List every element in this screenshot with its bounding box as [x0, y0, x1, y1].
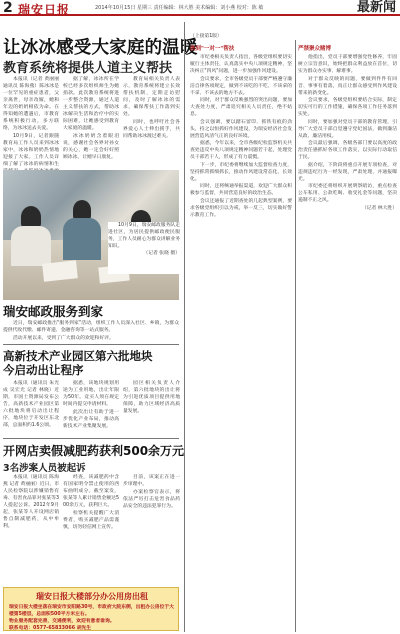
shop-subtitle: 3名涉案人员被起诉	[3, 463, 86, 474]
photo-caption-box	[108, 222, 180, 274]
paper-name: 瑞安日报	[18, 3, 71, 17]
paragraph: 同时，对于群众反映强烈的突出问题，要加大查处力度，严肃追究相关人员责任，绝不姑息。	[190, 98, 292, 117]
paragraph: 本报讯（通讯员 朱光成 吴宏光 记者 林晓）近期，市国土资源局发布公告，高新技术产业园区第六批地块将启动出让程序，地块位于开发区东北部，总面积约1.6公顷。	[3, 381, 59, 428]
paragraph: 据悉，今年以来，全市各级纪检监察机关共查处违反中央八项规定精神问题若干起，处理党员干部若干人，形成了有力震慑。	[190, 141, 292, 160]
project-subtitle: 今启动出让程序	[3, 363, 84, 377]
project-column-2	[63, 380, 119, 436]
ad-title: 瑞安日报大楼部分办公用房出租	[36, 592, 148, 601]
right-subhead-2: 严禁聚众赌博	[298, 46, 332, 52]
paragraph: 10月9日，记者跟随教育局工作人员来到冰冰家中，冰冰和奶奶热情地迎接了大家。工作人员详细了解了冰冰的病情和生	[3, 133, 59, 167]
byline: （记者 林大胜）	[361, 205, 397, 211]
paragraph: 会议还通报了近期查处的几起典型案例，要求各级党组织引以为戒，举一反三，切实做好警示教育工作。	[190, 198, 292, 218]
project-column-1	[3, 380, 59, 436]
paragraph: 园区相关负责人介绍，第六批地块的出让将为引进优质项目提供用地保障，助力区域经济高质量发展。	[123, 381, 180, 414]
shop-column-3	[123, 474, 180, 584]
paragraph: 市纪委还将组织开展明察暗访，重点检查公车私用、公款吃喝、收受礼金等问题，坚决遏制不正之风。	[298, 184, 397, 203]
paragraph: 同时，还将畅通举报渠道，欢迎广大群众积极参与监督，共同营造良好的政治生态。	[190, 184, 292, 196]
paragraph: 此次出让有助于进一步优化产业布局，推动高新技术产业集聚发展。	[63, 409, 119, 429]
photo-person-body	[11, 226, 51, 266]
right-column-a	[190, 54, 292, 630]
dateline: 2014年10月15日 星期三 责任编辑：林大胜 美术编辑：刘小燕 校对：陈 敏	[95, 5, 264, 11]
page-number: 2	[3, 0, 13, 16]
paragraph: 市纪委相关负责人指出，各级党组织要切实履行主体责任，认真落实中央八项规定精神，坚决纠正"四风"问题，进一步加强作风建设。	[190, 55, 292, 74]
paragraph: 目前，该案正在进一步审理中。	[123, 475, 180, 487]
rental-ad	[3, 587, 179, 631]
paragraph: 教育局相关负责人表示，教育系统将建立长效帮扶机制，定期走访慰问，及时了解冰冰的需求，确保帮扶工作落到实处。	[123, 77, 180, 117]
paragraph: 检察机关提醒广大消费者，购买减肥产品需谨慎，切勿轻信网上宣传。	[63, 510, 119, 530]
ad-line: 瑞安日报大楼坐落在瑞安市安阳路30号，市政府大院东侧，出租办公房位于大楼第5楼层，总面积500平方米左右。	[9, 605, 174, 617]
feature-title: 瑞安邮政服务到家	[3, 304, 104, 319]
shop-title: 开网店卖假减肥药获利500余万元	[3, 444, 185, 458]
paragraph: 经查，该减肥药中含有国家明令禁止使用的西布曲明成分。截至案发，张某等人累计销售金额达500余万元，获利巨大。	[63, 475, 119, 508]
ad-body	[9, 604, 175, 632]
photo-person-head	[73, 200, 91, 220]
paragraph: 据介绍，下阶段将重点开展专项检查，对违规违纪行为一经发现，严肃处理，并通报曝光。	[298, 162, 397, 182]
paragraph: 活动开展以来，受到了广大群众的欢迎和好评。	[13, 335, 114, 341]
paragraph: 对于群众反映的问题，要做到件件有回音、事事有着落，真正让群众感受到作风建设带来的新变化。	[298, 76, 397, 96]
divider	[3, 344, 179, 345]
shop-column-1	[3, 474, 59, 584]
paragraph: 会议要求，各级党组织要结合实际，制定切实可行的工作措施，确保各项工作任务落到实处。	[298, 98, 397, 117]
photo-credit: （记者 张晓 摄）	[143, 251, 180, 256]
paragraph: 本报讯（通讯员 陈海燕 记者 黄丽丽）近日，市人民检察院以涉嫌销售有毒、有害食品罪对张某等3人提起公诉。2012年9月起，张某等人开设网店销售自制减肥药，从中牟利。	[3, 475, 59, 529]
paragraph: 据了解，冰冰所在学校已经多次组织师生为她捐款。此次教育系统将进一步整合资源，通过人道主义帮扶的方式，帮助冰冰解决生活和治疗中的实际困难，让她感受到教育大家庭的温暖。	[63, 77, 119, 131]
photo-person-head	[21, 206, 41, 228]
section-tag: 最新闻	[356, 0, 396, 15]
paragraph: 冰冰奶奶含着眼泪说，感谢社会各界对孙女的关心，她一定会好好照顾冰冰，让她早日康复。	[63, 133, 119, 160]
paragraph: 下一步，市纪委将继续加大监督检查力度，坚持抓常抓细抓长，推动作风建设常态化、长效化。	[190, 162, 292, 182]
project-title: 高新技术产业园区第六批地块	[3, 349, 153, 363]
paragraph: 会议最后强调，各级各部门要以高度的政治责任感抓好各项工作落实，以实际行动取信于民。	[298, 141, 397, 160]
paragraph: 会议强调，要以踏石留印、抓铁有痕的劲头，持之以恒抓好作风建设，为瑞安经济社会发展营造风清气正的良好环境。	[190, 119, 292, 139]
shop-column-2	[63, 474, 119, 584]
lead-subheadline: 教育系统将提供人道主义帮扶	[3, 61, 173, 76]
photo-person-body	[63, 218, 101, 260]
paragraph: 办案检察官表示，将依法严厉打击危害食品药品安全的违法犯罪行为。	[123, 489, 180, 509]
paragraph: 据悉，该地块规划用途为工业用地，出让年限为50年。竞买人须在规定时间内提交申请材料。	[63, 381, 119, 407]
paragraph: 同时，也呼吁社会各界爱心人士伸出援手，共同帮助冰冰渡过难关。	[123, 119, 180, 139]
project-column-3	[123, 380, 180, 436]
lead-column-3	[123, 76, 180, 168]
paragraph: 会议要求，全市各级党员干部要严格遵守廉洁自律各项规定，做到不该吃的不吃、不该拿的不拿、不该去的地方不去。	[190, 76, 292, 96]
lead-column-2	[63, 76, 119, 168]
masthead	[0, 0, 400, 16]
paragraph: 他指出，党员干部要增强党性修养，牢固树立宗旨意识，始终把群众利益放在首位，切实为群众办实事、解难事。	[298, 55, 397, 74]
paragraph: 本报讯（记者 黄丽丽 通讯员 陈海燕）陈冰冰是一位罕见的重症患者，父亲离世，母亲改嫁，她和年迈的奶奶相依为命。在得知她的遭遇后，市教育系统积极行动，多方联络，为冰冰送去关爱。	[3, 77, 59, 131]
ad-contact: 联系电话：0577-65833066 胡先生	[9, 626, 92, 631]
feature-body	[3, 320, 179, 342]
paragraph: 近日，瑞安邮政推出"服务到家"活动，组织工作人员深入社区、乡镇，为群众提供代收代缴、邮件寄递、金融咨询等一站式服务。	[3, 321, 179, 333]
paragraph: 同时，要加强对党员干部的教育管理，引导广大党员干部自觉遵守党纪国法，做到廉洁从政、廉洁用权。	[298, 119, 397, 139]
column-divider	[184, 22, 185, 632]
right-column-b	[298, 54, 397, 630]
ad-line: 物业服务配套完善，交通便利，欢迎有意者垂询。	[9, 619, 115, 624]
photo-caption: 10月9日，瑞安邮政服务队走进社区，为居民提供邮政便民服务，工作人员耐心为群众讲解业务知识。	[108, 223, 180, 249]
right-subhead-1: 做到"一对一"帮扶	[190, 46, 235, 52]
divider	[3, 438, 179, 439]
lead-column-1	[3, 76, 59, 168]
lead-headline: 让冰冰感受大家庭的温暖	[3, 38, 198, 58]
photo-document	[42, 260, 78, 281]
column-divider	[295, 40, 296, 632]
continued-tag: （上接第1版）	[190, 34, 222, 39]
